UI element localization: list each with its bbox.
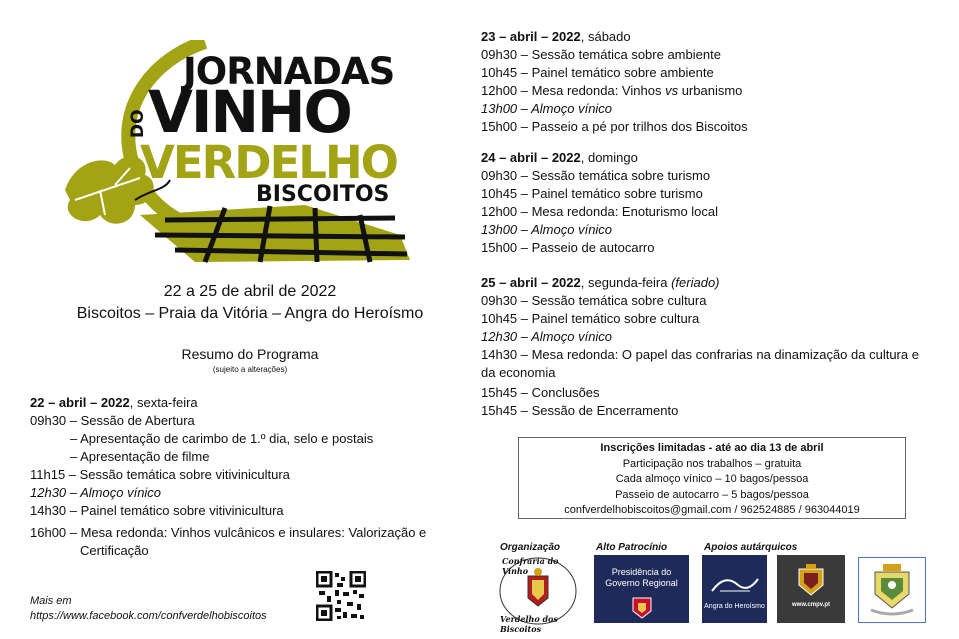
qr-code-icon [316, 571, 366, 621]
logo-jornadas: JORNADAS [183, 50, 395, 93]
parish-crest-logo [858, 557, 926, 623]
list-item: 15h00 – Passeio a pé por trilhos dos Biscoitos [481, 119, 748, 134]
registration-contact[interactable]: confverdelhobiscoitos@gmail.com / 962524885 / 963044019 [564, 504, 860, 516]
list-item: 12h30 – Almoço vínico [481, 329, 613, 344]
list-item: 12h00 – Mesa redonda: Vinhos vs urbanismo [481, 83, 743, 98]
list-item: 10h45 – Painel temático sobre cultura [481, 311, 700, 326]
regional-government-logo [594, 555, 689, 623]
day-24-heading: 24 – abril – 2022, domingo [481, 150, 638, 165]
list-item: Certificação [80, 543, 149, 558]
gov-line-1: Presidência do [611, 567, 672, 577]
list-item: 09h30 – Sessão de Abertura [30, 413, 195, 428]
day-22-schedule [30, 394, 426, 560]
day-22-heading: 22 – abril – 2022, sexta-feira [30, 395, 198, 410]
list-item: – Apresentação de filme [70, 449, 210, 464]
list-item: 15h45 – Sessão de Encerramento [481, 403, 679, 418]
cmpv-logo [777, 555, 845, 623]
logo-do: DO [128, 109, 148, 138]
event-places: Biscoitos – Praia da Vitória – Angra do Heroísmo [76, 305, 424, 322]
patron-label: Alto Patrocínio [596, 542, 668, 553]
registration-title: Inscrições limitadas - até ao dia 13 de abril [600, 442, 824, 454]
day-25-heading: 25 – abril – 2022, segunda-feira (feriado) [481, 275, 720, 290]
list-item: 16h00 – Mesa redonda: Vinhos vulcânicos e insulares: Valorização e [30, 525, 427, 540]
cmpv-crest-icon [796, 563, 826, 597]
more-label: Mais em [30, 595, 72, 607]
gov-line-2: Governo Regional [605, 578, 678, 588]
cmpv-url: www.cmpv.pt [791, 602, 830, 608]
list-item: 11h15 – Sessão temática sobre vitivinicultura [30, 467, 290, 482]
day-23-schedule [481, 28, 748, 136]
logo-vinho: VINHO [148, 78, 351, 146]
summary-note: (sujeito a alterações) [212, 365, 288, 374]
list-item: 15h00 – Passeio de autocarro [481, 240, 655, 255]
angra-text: Angra do Heroísmo [704, 603, 765, 610]
azores-shield-icon [632, 597, 652, 619]
list-item: 15h45 – Conclusões [481, 385, 600, 400]
logo-verdelho: VERDELHO [140, 136, 397, 189]
list-item: 14h30 – Painel temático sobre vitivinicultura [30, 503, 284, 518]
logo-biscoitos: BISCOITOS [256, 182, 390, 207]
list-item: da economia [481, 365, 556, 380]
list-item: 09h30 – Sessão temática sobre turismo [481, 168, 711, 183]
confraria-seal [496, 556, 580, 634]
list-item: 09h30 – Sessão temática sobre ambiente [481, 47, 721, 62]
list-item: 10h45 – Painel temático sobre turismo [481, 186, 703, 201]
list-item: – Apresentação de carimbo de 1.º dia, selo e postais [70, 431, 374, 446]
organization-label: Organização [500, 542, 561, 553]
day-25-schedule [481, 274, 919, 420]
parish-crest-icon [859, 558, 925, 622]
day-24-schedule [481, 149, 718, 257]
angra-wave-icon [710, 571, 760, 597]
list-item: 09h30 – Sessão temática sobre cultura [481, 293, 707, 308]
day-23-heading: 23 – abril – 2022, sábado [481, 29, 631, 44]
list-item: 12h30 – Almoço vínico [30, 485, 162, 500]
event-dates: 22 a 25 de abril de 2022 [163, 283, 337, 300]
facebook-link[interactable]: https://www.facebook.com/confverdelhobiscoitos [30, 610, 267, 622]
angra-logo [702, 555, 767, 623]
registration-box [518, 437, 906, 519]
list-item: 14h30 – Mesa redonda: O papel das confrarias na dinamização da cultura e [481, 347, 919, 362]
list-item: 10h45 – Painel temático sobre ambiente [481, 65, 714, 80]
registration-line: Participação nos trabalhos – gratuita [622, 457, 802, 470]
registration-line: Passeio de autocarro – 5 bagos/pessoa [615, 488, 809, 501]
seal-bottom-text: Verdelho dos Biscoitos [500, 614, 558, 634]
registration-line: Cada almoço vínico – 10 bagos/pessoa [615, 473, 809, 485]
list-item: 13h00 – Almoço vínico [481, 101, 613, 116]
list-item: 12h00 – Mesa redonda: Enoturismo local [481, 204, 719, 219]
seal-top-text: Confraria do Vinho [502, 556, 559, 576]
support-label: Apoios autárquicos [704, 542, 798, 553]
list-item: 13h00 – Almoço vínico [481, 222, 613, 237]
summary-title: Resumo do Programa [181, 346, 319, 362]
